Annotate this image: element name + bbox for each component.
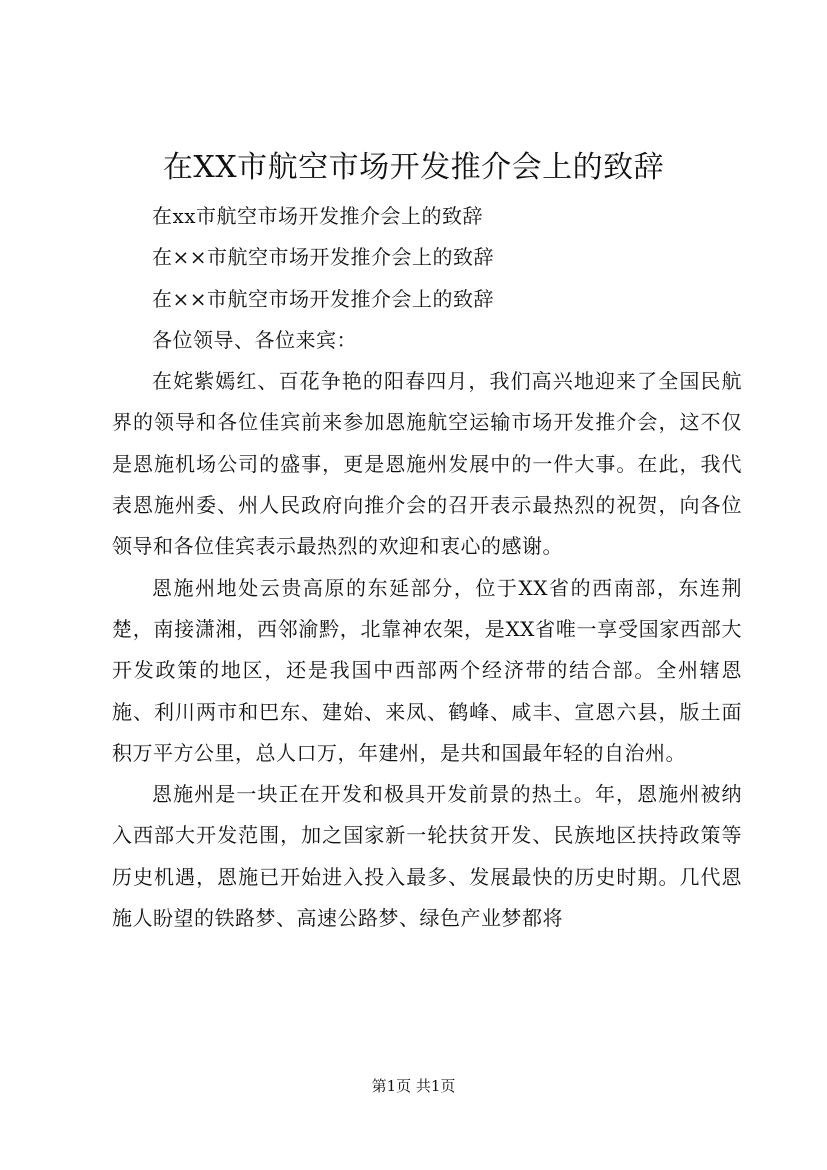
paragraph-welcome: 在姹紫嫣红、百花争艳的阳春四月，我们高兴地迎来了全国民航界的领导和各位佳宾前来参加恩施航空运输市场开发推介会，这不仅是恩施机场公司的盛事，更是恩施州发展中的一件大事。在此，我代表恩施州委、州人民政府向推介会的召开表示最热烈的祝贺，向各位领导和各位佳宾表示最热烈的欢迎和衷心的感谢。 [112, 369, 742, 559]
paragraph-salutation: 各位领导、各位来宾： [152, 327, 357, 352]
document-body [112, 196, 742, 939]
paragraph-subtitle-1: 在xx市航空市场开发推介会上的致辞 [152, 204, 484, 228]
paragraph-enshi-development: 恩施州是一块正在开发和极具开发前景的热土。年，恩施州被纳入西部大开发范围，加之国家新一轮扶贫开发、民族地区扶持政策等历史机遇，恩施已开始进入投入最多、发展最快的历史时期。几代恩施人盼望的铁路梦、高速公路梦、绿色产业梦都将 [112, 782, 742, 931]
paragraph-subtitle-2: 在××市航空市场开发推介会上的致辞 [152, 245, 495, 270]
paragraph-subtitle-3: 在××市航空市场开发推介会上的致辞 [152, 286, 495, 311]
document-title: 在XX市航空市场开发推介会上的致辞 [162, 150, 665, 185]
paragraph-enshi-geography: 恩施州地处云贵高原的东延部分，位于XX省的西南部，东连荆楚，南接潇湘，西邻渝黔，北靠神农架，是XX省唯一享受国家西部大开发政策的地区，还是我国中西部两个经济带的结合部。全州辖恩施、利川两市和巴东、建始、来凤、鹤峰、咸丰、宣恩六县，版土面积万平方公里，总人口万，年建州，是共和国最年轻的自治州。 [112, 575, 742, 765]
page-footer: 第1页 共1页 [371, 1077, 456, 1095]
